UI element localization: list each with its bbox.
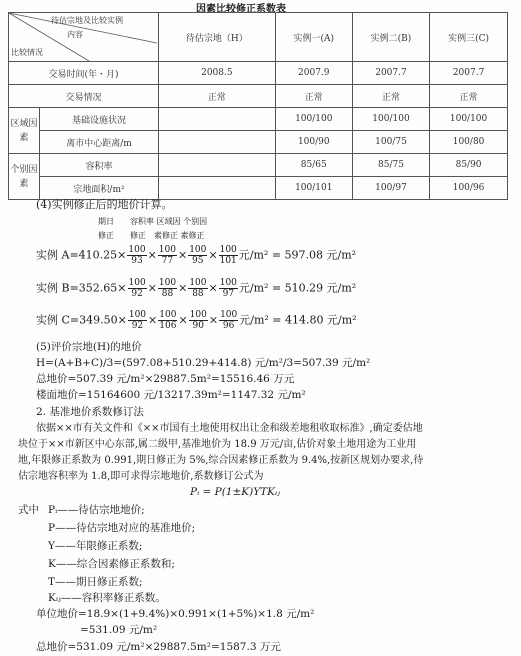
- cell: 100/100: [275, 108, 352, 131]
- table-row: [9, 108, 508, 131]
- cell: 100/90: [275, 131, 352, 154]
- frac-num: 100: [158, 278, 177, 288]
- cell: 85/65: [275, 154, 352, 177]
- comparison-table: [8, 12, 508, 200]
- def-line: K——综合因素修正系数和;: [48, 558, 175, 570]
- frac-num: 100: [189, 310, 207, 320]
- frac-num: 100: [128, 310, 147, 320]
- table-row: [9, 154, 508, 177]
- para-line: 地,年限修正系数为 0.991,期日修正为 5%,综合因素修正系数为 9.4%,按新区规划办要求,待: [18, 455, 424, 466]
- cell: 正常: [159, 85, 276, 108]
- formula-b: 实例 B=352.65× $\frac{100}{92}$ × $\frac{100}{88}$ × $\frac{100}{88}$ × $\frac{100}{97}$ 元/m² = 510.29 元/m²: [36, 278, 357, 299]
- frac: [219, 310, 238, 331]
- frac-den: 92: [131, 289, 143, 299]
- frac-den: 96: [222, 321, 235, 331]
- table-row: [9, 131, 508, 154]
- formula-c: 实例 C=349.50× $\frac{100}{92}$ × $\frac{100}{106}$ × $\frac{100}{90}$ × $\frac{100}{96}$ 元/m² = 414.80 元/m²: [36, 310, 357, 331]
- where-label: 式中: [18, 504, 39, 516]
- table-title: 因素比较修正系数表: [196, 4, 286, 15]
- section4-heading: (4)实例修正后的地价计算。: [36, 198, 173, 211]
- cell: [159, 154, 276, 177]
- col-labels-line1: 期日 容积率 区域因 个别因: [98, 217, 208, 226]
- cell: 100/96: [430, 177, 508, 200]
- frac-num: 100: [128, 278, 146, 288]
- frac-den: 95: [192, 256, 204, 266]
- frac-den: 88: [192, 289, 204, 299]
- para-line: 估宗地容积率为 1.8,即可求得宗地地价,系数修订公式为: [18, 471, 264, 482]
- diag-label-mid: 内容: [67, 30, 83, 39]
- diagonal-header-cell: [9, 13, 159, 62]
- def-line: P——待估宗地对应的基准地价;: [48, 522, 196, 534]
- cell: 正常: [275, 85, 352, 108]
- frac-num: 100: [158, 245, 176, 255]
- cell: [159, 177, 276, 200]
- cell: 2007.7: [352, 62, 429, 85]
- def-line: Y——年限修正系数;: [48, 540, 143, 552]
- col-header-b: 实例二(B): [352, 13, 429, 62]
- frac: [158, 278, 177, 299]
- frac: [219, 278, 238, 299]
- section2-heading: 2. 基准地价系数修订法: [36, 406, 144, 418]
- total-price-line: 总地价=531.09 元/m²×29887.5m²=1587.3 万元: [36, 641, 281, 653]
- col-labels-line2: 修正 修正 素修正 素修正: [98, 231, 205, 240]
- section5-line3: 楼面地价=15164600 元/13217.39m²=1147.32 元/m²: [36, 389, 306, 401]
- frac-den: 101: [219, 256, 237, 266]
- frac-den: 93: [131, 256, 143, 266]
- frac-num: 100: [189, 278, 207, 288]
- cell: 正常: [352, 85, 429, 108]
- frac-den: 97: [222, 289, 235, 299]
- formula-c-suffix: 元/m² = 414.80 元/m²: [239, 313, 357, 327]
- cell: [159, 108, 276, 131]
- col-header-h: 待估宗地（H）: [159, 13, 276, 62]
- cell: 100/97: [352, 177, 429, 200]
- frac: [127, 245, 146, 266]
- row-label: 基础设施状况: [40, 108, 159, 131]
- frac: [188, 278, 207, 299]
- frac: [128, 278, 147, 299]
- row-label: 交易时间(年・月): [9, 62, 159, 85]
- cell: 100/101: [275, 177, 352, 200]
- row-label: 宗地面积/m²: [40, 177, 159, 200]
- formula-b-prefix: 实例 B=352.65×: [36, 281, 127, 295]
- frac-num: 100: [159, 310, 177, 320]
- frac: [158, 245, 177, 266]
- cell: 85/75: [352, 154, 429, 177]
- formula-line: Pᵢ = P(1±K)YTKᵢⱼ: [190, 486, 280, 498]
- cell: 2007.9: [275, 62, 352, 85]
- unit-price-line2: =531.09 元/m²: [80, 624, 158, 636]
- frac-num: 100: [189, 245, 207, 255]
- frac-num: 100: [220, 310, 238, 320]
- cell: 正常: [430, 85, 508, 108]
- row-label: 交易情况: [9, 85, 159, 108]
- cell: 85/90: [430, 154, 508, 177]
- unit-price-line1: 单位地价=18.9×(1+9.4%)×0.991×(1+5%)×1.8 元/m²: [36, 608, 315, 620]
- frac-num: 100: [219, 278, 237, 288]
- cell: 100/100: [352, 108, 429, 131]
- cell: 100/80: [430, 131, 508, 154]
- col-header-c: 实例三(C): [430, 13, 508, 62]
- def-line: Kᵢⱼ——容积率修正系数。: [48, 592, 166, 604]
- formula-b-suffix: 元/m² = 510.29 元/m²: [238, 281, 357, 295]
- section5-heading: (5)评价宗地(H)的地价: [36, 341, 142, 353]
- formula-a-suffix: 元/m² = 597.08 元/m²: [238, 248, 357, 262]
- frac-den: 77: [161, 256, 174, 266]
- diag-label-bottom: 比较情况: [11, 48, 43, 57]
- group-label: 区域因素: [9, 108, 40, 154]
- section5-line2: 总地价=507.39 元/m²×29887.5m²=15516.46 万元: [36, 373, 295, 385]
- frac-den: 90: [192, 321, 204, 331]
- frac-num: 100: [219, 245, 237, 255]
- frac: [188, 245, 207, 266]
- cell: [159, 131, 276, 154]
- table-row: [9, 62, 508, 85]
- diag-label-top: 待估宗地及比较实例: [51, 16, 123, 25]
- frac-den: 88: [161, 289, 174, 299]
- frac: [128, 310, 147, 331]
- col-header-a: 实例一(A): [275, 13, 352, 62]
- section5-line1: H=(A+B+C)/3=(597.08+510.29+414.8) 元/m²/3=507.39 元/m²: [36, 357, 371, 369]
- frac-num: 100: [128, 245, 146, 255]
- cell: 100/100: [430, 108, 508, 131]
- row-label: 离市中心距离/m: [40, 131, 159, 154]
- row-label: 容积率: [40, 154, 159, 177]
- group-label: 个别因素: [9, 154, 40, 200]
- frac: [158, 310, 177, 331]
- para-line: 块位于××市新区中心东部,属二级甲,基准地价为 18.9 万元/亩,估价对象土地用途为工业用: [18, 439, 417, 450]
- frac: [219, 245, 238, 266]
- frac-den: 92: [131, 321, 144, 331]
- def-line: T——期日修正系数;: [48, 576, 143, 588]
- frac-den: 106: [159, 321, 177, 331]
- formula-a-prefix: 实例 A=410.25×: [36, 248, 127, 262]
- def-line: Pᵢ——待估宗地地价;: [48, 504, 145, 516]
- cell: 2008.5: [159, 62, 276, 85]
- formula-c-prefix: 实例 C=349.50×: [36, 313, 127, 327]
- cell: 2007.7: [430, 62, 508, 85]
- frac: [189, 310, 208, 331]
- para-line: 依据××市有关文件和《××市国有土地使用权出让金和级差地租收取标准》,确定委估地: [36, 423, 423, 434]
- cell: 100/75: [352, 131, 429, 154]
- table-row: [9, 85, 508, 108]
- formula-a: 实例 A=410.25× $\frac{100}{93}$ × $\frac{100}{77}$ × $\frac{100}{95}$ × $\frac{100}{101}$ 元/m² = 597.08 元/m²: [36, 245, 357, 266]
